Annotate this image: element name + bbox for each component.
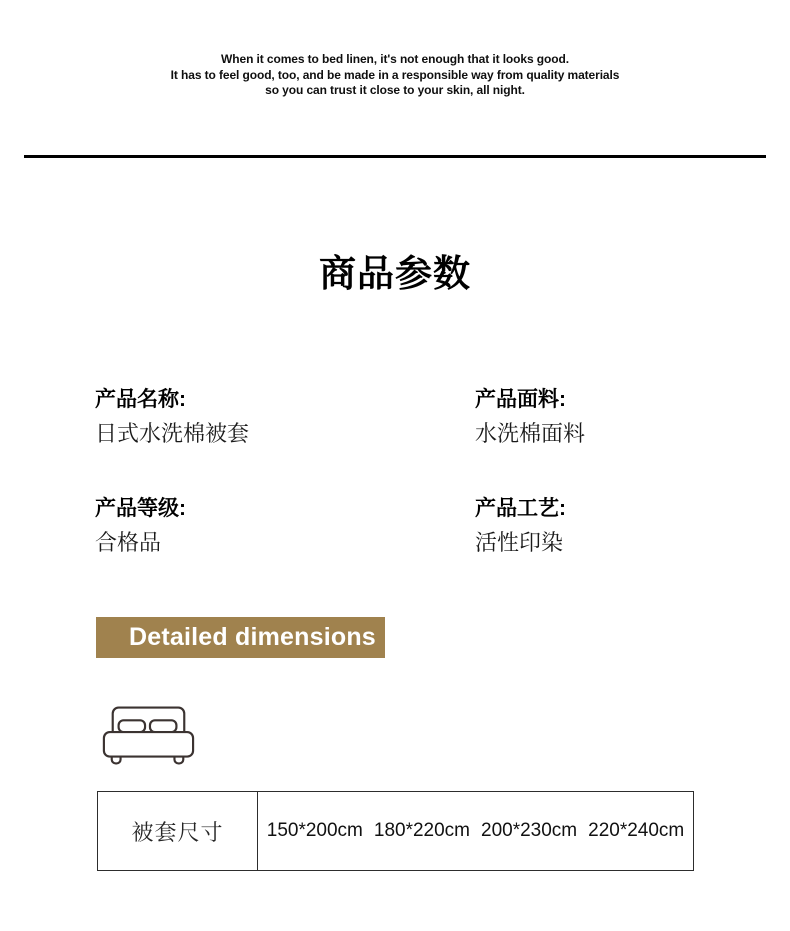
attribute-product-fabric: [475, 389, 585, 446]
intro-line-1: When it comes to bed linen, it's not enough that it looks good.: [221, 52, 569, 66]
attribute-value: 水洗棉面料: [475, 421, 586, 446]
size-option: 220*240cm: [588, 820, 685, 841]
section-title: 商品参数: [319, 253, 471, 294]
size-option: 150*200cm: [266, 820, 363, 841]
attribute-product-grade: [95, 498, 186, 555]
attribute-label: 产品等级:: [95, 497, 186, 520]
bed-icon: [99, 703, 197, 769]
size-table-row-header: 被套尺寸: [98, 792, 258, 870]
intro-line-2: It has to feel good, too, and be made in a responsible way from quality materials: [170, 67, 620, 82]
attribute-product-name: [95, 389, 249, 446]
size-option: 200*230cm: [481, 820, 578, 841]
horizontal-divider: [24, 155, 766, 158]
attribute-label: 产品工艺:: [475, 497, 566, 520]
size-table: [97, 791, 694, 871]
intro-line-3: so you can trust it close to your skin, all night.: [265, 83, 525, 97]
size-table-values: [258, 792, 693, 870]
intro-text: [0, 52, 790, 99]
attribute-value: 日式水洗棉被套: [95, 421, 250, 446]
size-option: 180*220cm: [373, 820, 470, 841]
attribute-label: 产品面料:: [475, 388, 566, 411]
attribute-label: 产品名称:: [95, 388, 186, 411]
attribute-value: 活性印染: [475, 530, 564, 555]
detailed-dimensions-banner: Detailed dimensions: [96, 617, 385, 658]
attribute-value: 合格品: [95, 530, 162, 555]
attribute-product-craft: [475, 498, 566, 555]
